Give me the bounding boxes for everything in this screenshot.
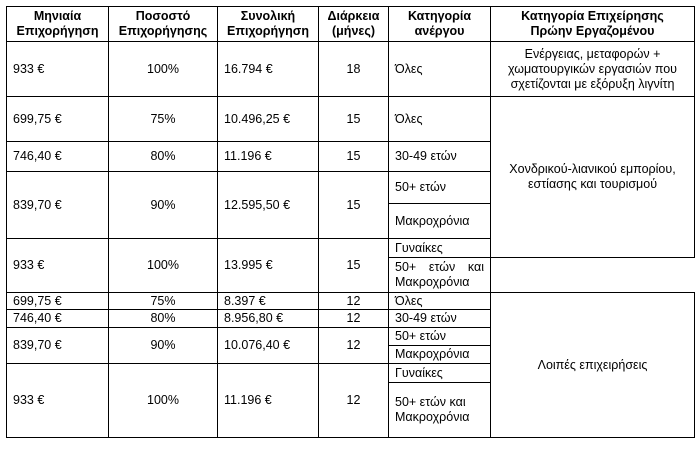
category-cell: Μακροχρόνια <box>389 346 491 364</box>
duration-cell: 15 <box>319 239 389 293</box>
total-cell: 8.956,80 € <box>218 310 319 328</box>
category-line: Μακροχρόνια <box>395 410 470 424</box>
sector-cell: Χονδρικού-λιανικού εμπορίου, εστίασης και τουρισμού <box>491 97 695 258</box>
header-row <box>7 7 695 42</box>
percentage-cell: 80% <box>109 310 218 328</box>
percentage-cell: 100% <box>109 42 218 97</box>
category-cell: 30-49 ετών <box>389 142 491 172</box>
category-cell: 50+ ετών <box>389 328 491 346</box>
sector-cell: Ενέργειας, μεταφορών + χωματουργικών εργασιών που σχετίζονται με εξόρυξη λιγνίτη <box>491 42 695 97</box>
total-cell: 13.995 € <box>218 239 319 293</box>
header-percentage: Ποσοστό Επιχορήγησης <box>109 7 218 42</box>
category-line: 50+ ετών και <box>395 395 466 409</box>
duration-cell: 15 <box>319 97 389 142</box>
monthly-cell: 933 € <box>7 42 109 97</box>
percentage-cell: 100% <box>109 239 218 293</box>
total-cell: 16.794 € <box>218 42 319 97</box>
total-cell: 11.196 € <box>218 364 319 438</box>
category-cell: Μακροχρόνια <box>389 204 491 239</box>
monthly-cell: 839,70 € <box>7 328 109 364</box>
category-cell: Γυναίκες <box>389 364 491 383</box>
monthly-cell: 839,70 € <box>7 172 109 239</box>
monthly-cell: 746,40 € <box>7 310 109 328</box>
total-cell: 12.595,50 € <box>218 172 319 239</box>
category-cell: Όλες <box>389 42 491 97</box>
monthly-cell: 933 € <box>7 364 109 438</box>
duration-cell: 15 <box>319 172 389 239</box>
subsidy-table <box>6 6 695 438</box>
monthly-cell: 699,75 € <box>7 97 109 142</box>
duration-cell: 12 <box>319 293 389 310</box>
category-line: Μακροχρόνια <box>395 275 470 289</box>
sector-cell: Λοιπές επιχειρήσεις <box>491 293 695 438</box>
header-total: Συνολική Επιχορήγηση <box>218 7 319 42</box>
percentage-cell: 75% <box>109 293 218 310</box>
total-cell: 8.397 € <box>218 293 319 310</box>
percentage-cell: 75% <box>109 97 218 142</box>
percentage-cell: 90% <box>109 172 218 239</box>
category-cell: Όλες <box>389 293 491 310</box>
header-business-category: Κατηγορία Επιχείρησης Πρώην Εργαζομένου <box>491 7 695 42</box>
category-cell <box>389 383 491 438</box>
category-cell: 30-49 ετών <box>389 310 491 328</box>
percentage-cell: 90% <box>109 328 218 364</box>
table-row <box>7 97 695 142</box>
category-cell: Γυναίκες <box>389 239 491 258</box>
monthly-cell: 933 € <box>7 239 109 293</box>
category-line: 50+ ετών και <box>395 260 484 274</box>
duration-cell: 12 <box>319 310 389 328</box>
monthly-cell: 699,75 € <box>7 293 109 310</box>
duration-cell: 18 <box>319 42 389 97</box>
percentage-cell: 80% <box>109 142 218 172</box>
duration-cell: 12 <box>319 364 389 438</box>
total-cell: 11.196 € <box>218 142 319 172</box>
header-duration: Διάρκεια (μήνες) <box>319 7 389 42</box>
percentage-cell: 100% <box>109 364 218 438</box>
category-cell: Όλες <box>389 97 491 142</box>
header-monthly: Μηνιαία Επιχορήγηση <box>7 7 109 42</box>
total-cell: 10.076,40 € <box>218 328 319 364</box>
category-cell: 50+ ετών <box>389 172 491 204</box>
monthly-cell: 746,40 € <box>7 142 109 172</box>
table-row <box>7 42 695 97</box>
duration-cell: 12 <box>319 328 389 364</box>
total-cell: 10.496,25 € <box>218 97 319 142</box>
category-cell <box>389 258 491 293</box>
header-unemployed-category: Κατηγορία ανέργου <box>389 7 491 42</box>
table-row <box>7 293 695 310</box>
duration-cell: 15 <box>319 142 389 172</box>
